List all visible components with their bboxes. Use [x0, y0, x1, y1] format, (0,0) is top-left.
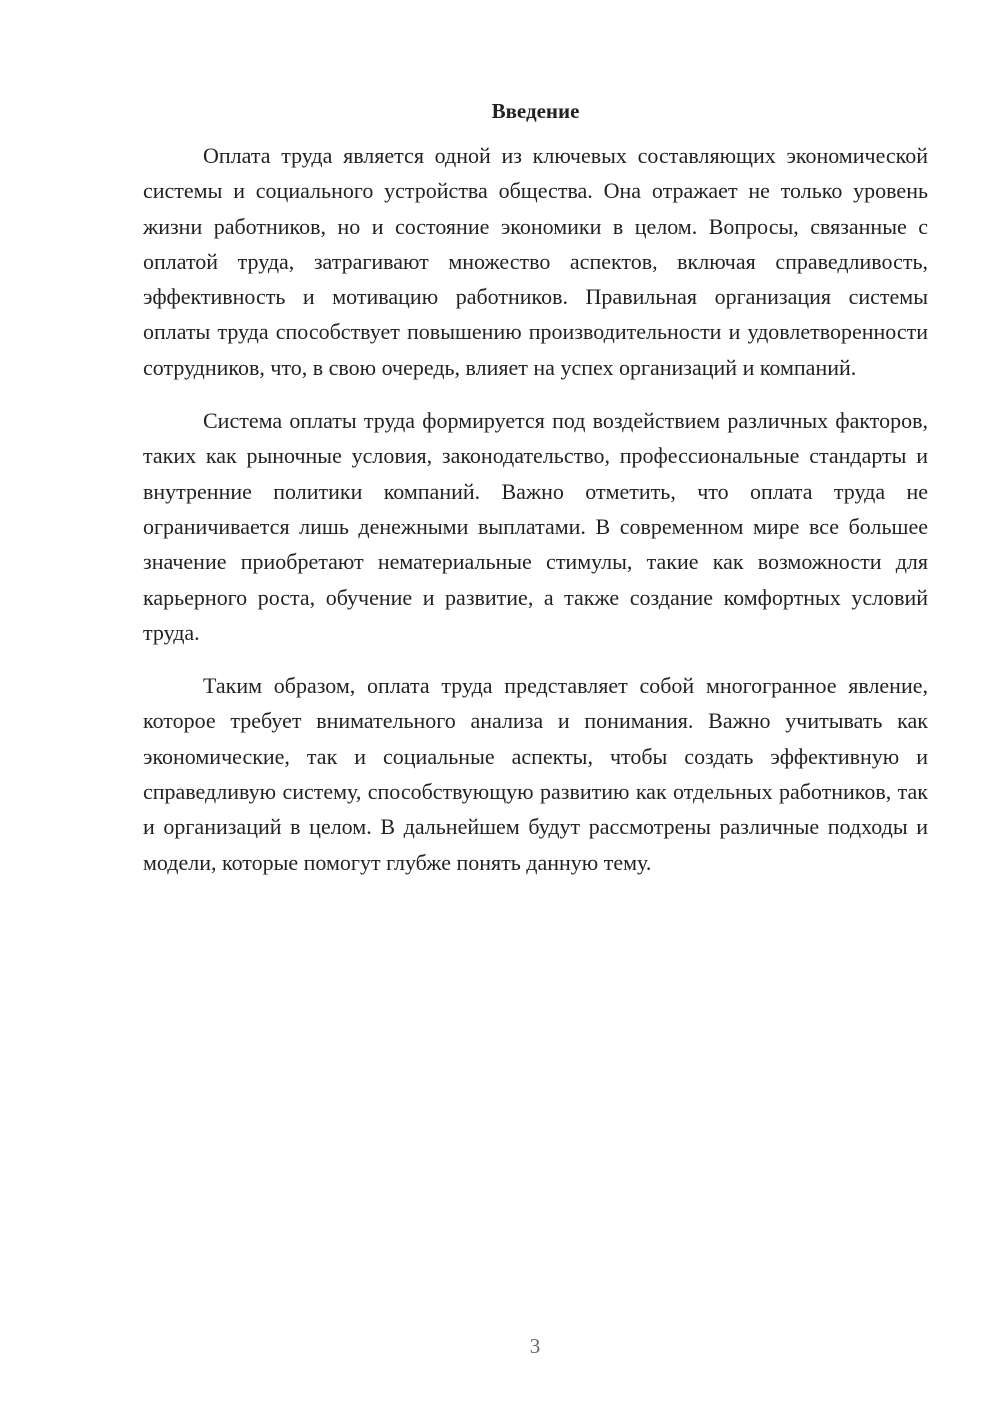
page-content: [143, 94, 928, 898]
page-number: 3: [529, 1334, 541, 1358]
paragraph-2: Система оплаты труда формируется под воздействием различных факторов, таких как рыночные условия, законодательство, профессиональные стандарты и внутренние политики компаний. Важно отметить, что оплата труда не ограничивается лишь денежными выплатами. В современном мире все большее значение приобретают нематериальные стимулы, такие как возможности для карьерного роста, обучение и развитие, а также создание комфортных условий труда.: [143, 408, 928, 645]
section-heading: Введение: [491, 99, 580, 123]
paragraph-1: Оплата труда является одной из ключевых составляющих экономической системы и социального устройства общества. Она отражает не только уровень жизни работников, но и состояние экономики в целом. Вопросы, связанные с оплатой труда, затрагивают множество аспектов, включая справедливость, эффективность и мотивацию работников. Правильная организация системы оплаты труда способствует повышению производительности и удовлетворенности сотрудников, что, в свою очередь, влияет на успех организаций и компаний.: [143, 143, 928, 380]
paragraph-3: Таким образом, оплата труда представляет собой многогранное явление, которое требует внимательного анализа и понимания. Важно учитывать как экономические, так и социальные аспекты, чтобы создать эффективную и справедливую систему, способствующую развитию как отдельных работников, так и организаций в целом. В дальнейшем будут рассмотрены различные подходы и модели, которые помогут глубже понять данную тему.: [143, 673, 928, 875]
